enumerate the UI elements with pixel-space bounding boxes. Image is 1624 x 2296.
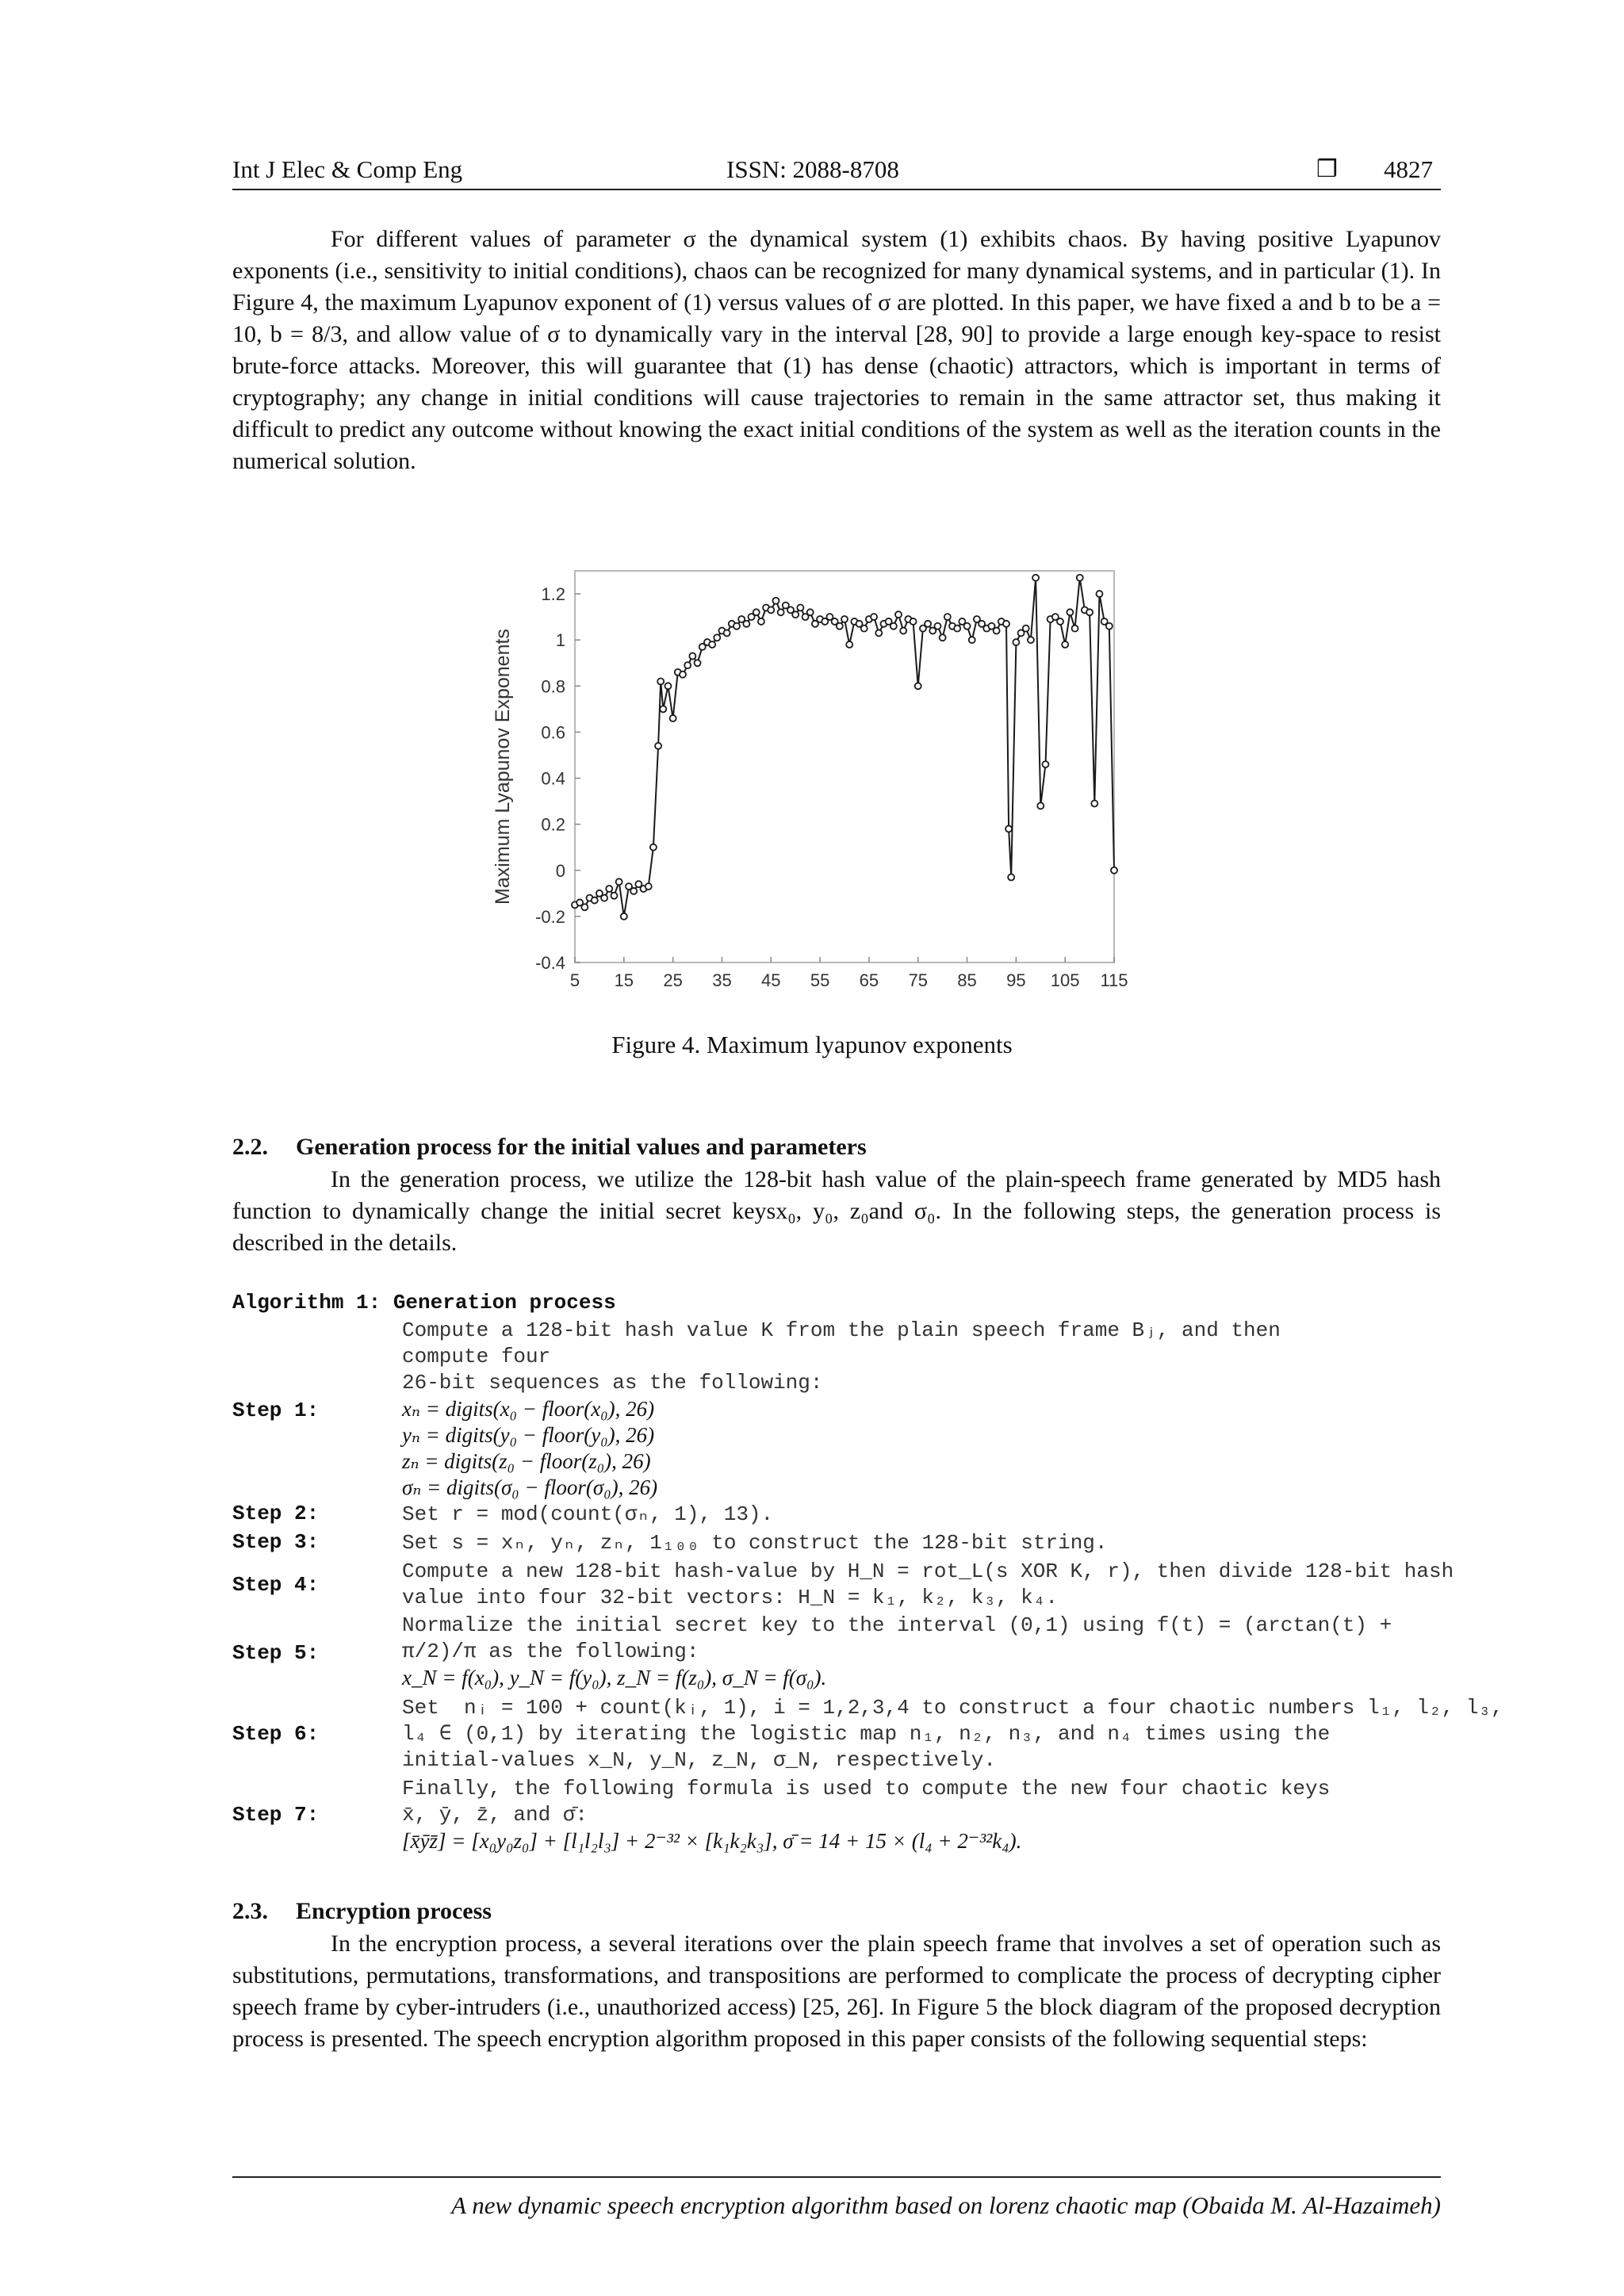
y-tick-label: 1.2 [541, 584, 565, 605]
step-7-formula: [x̄ȳz̄] = [x₀y₀z₀] + [l₁l₂l₃] + 2⁻³² × [k₁k₂k₃], σ̄ = 14 + 15 × (l₄ + 2⁻³²k₄). [402, 1829, 1022, 1853]
page-number: 4827 [1384, 155, 1433, 183]
section-2-3-title: Encryption process [296, 1898, 492, 1924]
data-point [895, 611, 902, 618]
page-box-icon: ❒ [1316, 155, 1338, 183]
data-point [1111, 867, 1117, 874]
running-head-issn: ISSN: 2088-8708 [726, 155, 899, 183]
data-point [660, 706, 666, 712]
data-point [846, 641, 852, 648]
x-tick-label: 95 [1006, 970, 1026, 990]
x-tick-label: 55 [810, 970, 830, 990]
y-tick-label: -0.2 [535, 906, 565, 927]
step-1-line: 26-bit sequences as the following: [402, 1371, 823, 1395]
data-point [954, 626, 960, 632]
y-tick-label: -0.4 [535, 953, 565, 973]
data-point [994, 628, 1000, 634]
data-point [891, 623, 897, 629]
data-point [670, 715, 676, 721]
step-6-line: l₄ ∈ (0,1) by iterating the logistic map n₁, n₂, n₃, and n₄ times using the [402, 1722, 1331, 1746]
data-point [792, 611, 799, 618]
data-point [1037, 802, 1044, 809]
section-2-3-paragraph: In the encryption process, a several iterations over the plain speech frame that involves a set of operation such as substitutions, permutations, transformations, and transpositions are performed to complicate the process of decrypting cipher speech frame by cyber-intruders (i.e., unauthorized access) [25, 26]. In Figure 5 the block diagram of the proposed decryption process is presented. The speech encryption algorithm proposed in this paper consists of the following sequential steps: [232, 1931, 1441, 2052]
data-point [1032, 575, 1039, 581]
data-point [695, 660, 701, 666]
step-1-formula: zₙ = digits(z₀ − floor(z₀), 26) [402, 1449, 651, 1473]
step-4-line: Compute a new 128-bit hash-value by H_N = rot_L(s XOR K, r), then divide 128-bit hash [402, 1559, 1454, 1583]
x-tick-label: 85 [957, 970, 977, 990]
data-point [910, 618, 917, 625]
data-point [1091, 800, 1097, 806]
data-point [934, 623, 940, 629]
x-tick-label: 105 [1050, 970, 1080, 990]
x-tick-label: 25 [663, 970, 683, 990]
data-point [689, 653, 695, 660]
data-point [915, 683, 921, 689]
section-2-3-body [232, 1928, 1441, 2055]
data-point [875, 629, 882, 636]
section-2-3-number: 2.3. [232, 1898, 268, 1924]
step-6-line: initial-values x_N, y_N, z_N, σ_N, respectively. [402, 1748, 996, 1772]
y-tick-label: 0.6 [541, 722, 565, 743]
x-tick-label: 115 [1100, 970, 1128, 990]
plot-area [575, 571, 1114, 962]
data-point [900, 628, 906, 634]
step-7-text [402, 1776, 1441, 1854]
y-tick-label: 0.8 [541, 676, 565, 697]
running-head-journal: Int J Elec & Comp Eng [232, 155, 463, 183]
data-point [1086, 609, 1093, 615]
data-point [944, 614, 951, 620]
data-point [1062, 641, 1068, 648]
footer-rule [232, 2176, 1441, 2178]
data-point [743, 621, 749, 627]
step-1-label: Step 1: [232, 1399, 320, 1422]
data-point [684, 662, 691, 668]
header-rule [232, 189, 1441, 190]
data-point [581, 904, 588, 910]
data-point [724, 629, 730, 636]
lyapunov-chart [492, 555, 1158, 1015]
data-point [655, 743, 661, 749]
data-point [714, 634, 720, 641]
data-point [778, 609, 784, 615]
step-6-label: Step 6: [232, 1722, 320, 1746]
step-1-formula: σₙ = digits(σ₀ − floor(σ₀), 26) [402, 1475, 658, 1499]
data-point [940, 634, 946, 641]
data-point [621, 913, 627, 920]
section-2-2-body [232, 1164, 1441, 1259]
running-footer: A new dynamic speech encryption algorithm based on lorenz chaotic map (Obaida M. Al-Hazaimeh) [451, 2191, 1441, 2219]
y-tick-label: 1 [555, 630, 565, 651]
data-point [645, 883, 652, 890]
step-3-line: Set s = xₙ, yₙ, zₙ, 1₁₀₀ to construct the 128-bit string. [402, 1531, 1108, 1555]
step-5-label: Step 5: [232, 1641, 320, 1665]
data-point [1008, 874, 1014, 880]
section-2-2-heading [232, 1134, 867, 1161]
step-7-line: Finally, the following formula is used to compute the new four chaotic keys [402, 1777, 1331, 1800]
step-6-line: Set nᵢ = 100 + count(kᵢ, 1), i = 1,2,3,4 to construct a four chaotic numbers l₁, l₂, l₃, [402, 1696, 1503, 1720]
data-point [768, 607, 774, 613]
step-4-label: Step 4: [232, 1573, 320, 1597]
data-point [969, 637, 975, 643]
data-point [601, 895, 607, 901]
data-point [709, 641, 715, 648]
section-2-2-number: 2.2. [232, 1134, 268, 1160]
data-point [1096, 591, 1102, 597]
data-point [758, 618, 764, 625]
data-point [665, 683, 671, 689]
step-5-text [402, 1613, 1441, 1691]
step-5-formula: x_N = f(x₀), y_N = f(y₀), z_N = f(z₀), σ_N = f(σ₀). [402, 1666, 827, 1689]
step-1-formula: xₙ = digits(x₀ − floor(x₀), 26) [402, 1397, 655, 1421]
data-point [807, 609, 814, 615]
data-point [1077, 575, 1083, 581]
data-point [964, 623, 971, 629]
data-point [1028, 637, 1034, 643]
step-7-label: Step 7: [232, 1803, 320, 1827]
step-5-line: π/2)/π as the following: [402, 1640, 699, 1663]
data-point [797, 604, 803, 610]
data-point [657, 678, 664, 684]
data-point [871, 614, 877, 620]
data-point [1057, 618, 1063, 625]
x-tick-label: 5 [569, 970, 580, 990]
section-2-3-heading [232, 1898, 492, 1925]
x-tick-label: 35 [712, 970, 732, 990]
section-2-2-title: Generation process for the initial values and parameters [296, 1134, 867, 1160]
step-1-text [402, 1318, 1441, 1501]
data-point [837, 623, 843, 629]
step-2-label: Step 2: [232, 1502, 320, 1525]
section-2-2-paragraph: In the generation process, we utilize the 128-bit hash value of the plain-speech frame generated by MD5 hash function to dynamically change the initial secret keysx₀, y₀, z₀and σ₀. In the following steps, the generation process is described in the details. [232, 1166, 1441, 1256]
step-1-line: compute four [402, 1345, 551, 1368]
data-point [861, 626, 868, 632]
data-point [772, 598, 779, 604]
step-3-label: Step 3: [232, 1530, 320, 1554]
data-point [616, 878, 622, 885]
data-point [650, 844, 657, 851]
data-point [841, 616, 848, 622]
data-point [611, 893, 617, 899]
data-point [1005, 825, 1012, 832]
step-3-text [402, 1530, 1441, 1556]
y-axis-label: Maximum Lyapunov Exponents [492, 629, 514, 905]
step-2-line: Set r = mod(count(σₙ, 1), 13). [402, 1502, 774, 1526]
step-1-formula: yₙ = digits(y₀ − floor(y₀), 26) [402, 1423, 655, 1447]
data-point [1023, 626, 1029, 632]
intro-paragraph: For different values of parameter σ the dynamical system (1) exhibits chaos. By having positive Lyapunov exponents (i.e., sensitivity to initial conditions), chaos can be recognized for many dynamical systems, and in particular (1). In Figure 4, the maximum Lyapunov exponent of (1) versus values of σ are plotted. In this paper, we have fixed a and b to be a = 10, b = 8/3, and allow value of σ to dynamically vary in the interval [28, 90] to provide a large enough key-space to resist brute-force attacks. Moreover, this will guarantee that (1) has dense (chaotic) attractors, which is important in terms of cryptography; any change in initial conditions will cause trajectories to remain in the same attractor set, thus making it difficult to predict any outcome without knowing the exact initial conditions of the system as well as the iteration counts in the numerical solution. [232, 226, 1441, 474]
data-point [1072, 626, 1078, 632]
x-tick-label: 15 [614, 970, 634, 990]
step-1-line: Compute a 128-bit hash value K from the plain speech frame Bⱼ, and then [402, 1318, 1281, 1342]
step-6-text [402, 1695, 1503, 1774]
data-point [592, 897, 598, 904]
data-point [1067, 609, 1073, 615]
data-point [1003, 621, 1009, 627]
x-tick-label: 65 [859, 970, 879, 990]
x-tick-label: 75 [908, 970, 928, 990]
y-tick-label: 0 [555, 860, 565, 881]
data-point [1106, 623, 1113, 629]
data-point [606, 886, 612, 892]
x-tick-label: 45 [761, 970, 781, 990]
data-point [630, 888, 637, 894]
step-4-text [402, 1559, 1454, 1611]
y-tick-label: 0.4 [541, 768, 565, 789]
step-4-line: value into four 32-bit vectors: H_N = k₁, k₂, k₃, k₄. [402, 1586, 1058, 1609]
y-tick-label: 0.2 [541, 814, 565, 835]
step-7-line: x̄, ȳ, z̄, and σ̄: [402, 1803, 588, 1827]
data-point [753, 609, 760, 615]
intro-paragraph-block [232, 224, 1441, 477]
data-point [1013, 639, 1019, 645]
data-point [1042, 761, 1048, 767]
data-point [925, 621, 931, 627]
data-point [733, 623, 740, 629]
algorithm-title: Algorithm 1: Generation process [232, 1291, 616, 1314]
data-point [680, 672, 686, 678]
figure-caption: Figure 4. Maximum lyapunov exponents [611, 1031, 1013, 1058]
step-2-text [402, 1502, 1441, 1528]
step-5-line: Normalize the initial secret key to the interval (0,1) using f(t) = (arctan(t) + [402, 1613, 1392, 1637]
